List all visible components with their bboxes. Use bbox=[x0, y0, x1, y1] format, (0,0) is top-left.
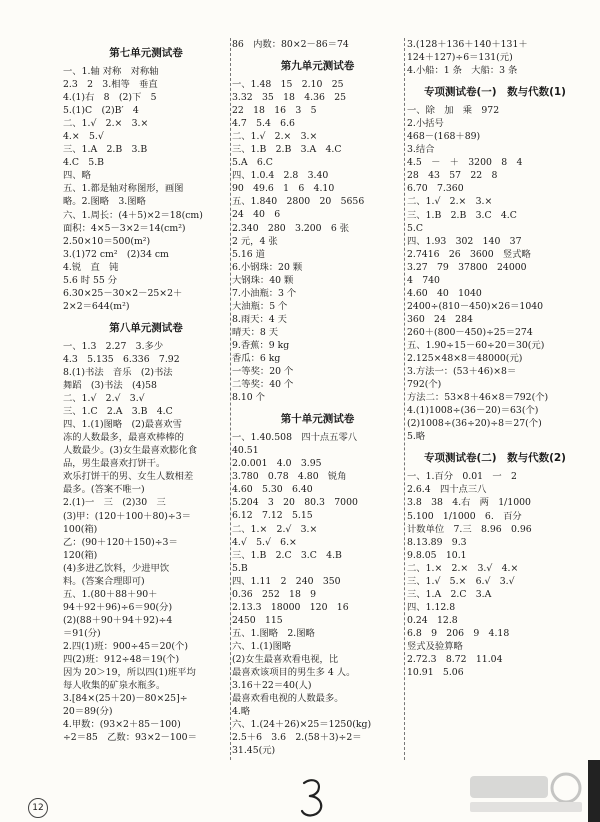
answer-line: 5.略 bbox=[407, 431, 426, 443]
answer-line: 香瓜：6 kg bbox=[232, 352, 281, 364]
answer-line: 因为 20＞19，所以四(1)班平均 bbox=[63, 667, 196, 679]
answer-line: 六、1.(24＋26)×25＝1250(kg) bbox=[232, 719, 372, 731]
answer-line: 四(2)班：912÷48＝19(个) bbox=[63, 654, 180, 666]
answer-line: 3.27 79 37800 24000 bbox=[407, 261, 527, 273]
answer-line: 124＋127)÷6＝131(元) bbox=[407, 52, 513, 64]
page-edge-tab bbox=[588, 760, 600, 822]
answer-line: 略。2.图略 3.图略 bbox=[63, 196, 146, 208]
answer-line: 晴天：8 天 bbox=[232, 326, 279, 338]
answer-line: 260＋(800－450)÷25＝274 bbox=[407, 326, 533, 338]
col3-intro-answers bbox=[407, 38, 583, 77]
section-title-unit10: 第十单元测试卷 bbox=[280, 413, 355, 426]
special1-answers bbox=[407, 104, 583, 443]
answer-line: (3)甲：(120＋100＋80)÷3＝ bbox=[63, 510, 191, 522]
answer-line: 5.C bbox=[407, 222, 423, 234]
answer-line: 2.13.3 18000 120 16 bbox=[232, 601, 349, 613]
answer-line: 最多。(答案不唯一) bbox=[63, 484, 145, 496]
answer-line: 2.125×48×8＝48000(元) bbox=[407, 353, 523, 365]
answer-line: 五、1.840 2800 20 5656 bbox=[232, 196, 365, 208]
answer-line: 三、1.A 2.B 3.B bbox=[63, 144, 148, 156]
answer-line: 一、1.3 2.27 3.多少 bbox=[63, 340, 164, 352]
answer-line: 一、1.百分 0.01 一 2 bbox=[407, 471, 517, 483]
answer-line: 5.A 6.C bbox=[232, 157, 273, 169]
answer-column-2 bbox=[232, 51, 403, 757]
section-title-special2: 专项测试卷(二) 数与代数(2) bbox=[423, 452, 566, 465]
answer-line: 4.略 bbox=[232, 706, 251, 718]
answer-line: 舞蹈 (3)书法 (4)58 bbox=[63, 380, 157, 392]
answer-line: 四、1.12.8 bbox=[407, 601, 456, 613]
answer-line: 二、1.√ 2.× 3.× bbox=[407, 196, 493, 208]
answer-line: 最喜欢看电视的人数最多。 bbox=[232, 693, 344, 705]
answer-line: 8.10 个 bbox=[232, 392, 265, 404]
answer-line: 2.72.3 8.72 11.04 bbox=[407, 654, 503, 666]
answer-line: 大钢珠：40 颗 bbox=[232, 274, 294, 286]
answer-line: 792(个) bbox=[407, 379, 442, 391]
answer-line: 5.204 3 20 80.3 7000 bbox=[232, 497, 358, 509]
answer-line: 5.16 道 bbox=[232, 248, 265, 260]
unit10-answers bbox=[232, 431, 403, 757]
answer-line: 2.3 2 3.相等 垂直 bbox=[63, 79, 158, 91]
answer-line: 24 40 6 bbox=[232, 209, 281, 221]
answer-line: (2)(88＋90＋94＋92)÷4 bbox=[63, 614, 173, 626]
answer-line: 一、1.轴 对称 对称轴 bbox=[63, 66, 159, 77]
answer-line: 一、1.48 15 2.10 25 bbox=[232, 79, 344, 90]
answer-line: 2.340 280 3.200 6 张 bbox=[232, 222, 350, 234]
answer-line: 4.5 － ＋ 3200 8 4 bbox=[407, 157, 523, 169]
answer-line: 最喜欢该项目的男生多 4 人。 bbox=[232, 667, 356, 679]
answer-line: 三、1.C 2.A 3.B 4.C bbox=[63, 406, 173, 418]
answer-line: (4)多进乙饮料，少进甲饮 bbox=[63, 562, 170, 574]
answer-line: 二、1.× 2.√ 3.× bbox=[232, 523, 318, 535]
unit7-answers bbox=[63, 65, 229, 313]
answer-line: 六、1.(1)图略 bbox=[232, 640, 292, 652]
answer-line: 一、除 加 乘 972 bbox=[407, 105, 500, 117]
answer-line: 人数最少。(3)女生最喜欢膨化食 bbox=[63, 445, 198, 457]
answer-line: 竖式及验算略 bbox=[407, 640, 463, 652]
answer-line: 468－(168＋89) bbox=[407, 131, 481, 143]
answer-line: 五、1.(80＋88＋90＋ bbox=[63, 588, 158, 600]
answer-line: 2.(1)一 三 (2)30 三 bbox=[63, 497, 166, 509]
answer-line: 3.(1)72 cm² (2)34 cm bbox=[63, 248, 169, 260]
answer-line: 3.16＋22＝40(人) bbox=[232, 680, 312, 692]
answer-line: 4.小船：1 条 大船：3 条 bbox=[407, 65, 518, 77]
answer-line: 4.(1)右 8 (2)下 5 bbox=[63, 92, 157, 104]
answer-line: 2400÷(810－450)×26＝1040 bbox=[407, 300, 544, 312]
answer-line: 120(箱) bbox=[63, 549, 98, 561]
answer-line: 22 18 16 3 5 bbox=[232, 105, 317, 117]
answer-line: 3.方法一：(53＋46)×8＝ bbox=[407, 366, 517, 378]
answer-line: 2.6.4 四十点三八 bbox=[407, 484, 487, 496]
answer-line: 2×2＝644(m²) bbox=[63, 300, 130, 312]
col2-continuation-line: 86 内数：80×2－86＝74 bbox=[232, 39, 349, 50]
answer-line: 3.780 0.78 4.80 锐角 bbox=[232, 471, 347, 483]
answer-line: 10.91 5.06 bbox=[407, 667, 464, 679]
answer-line: ＝91(分) bbox=[63, 627, 101, 639]
answer-line: 二等奖：40 个 bbox=[232, 379, 294, 391]
answer-line: 三、1.B 2.B 3.C 4.C bbox=[407, 209, 517, 221]
answer-line: 计数单位 7.三 8.96 0.96 bbox=[407, 523, 532, 535]
answer-line: 8.雨天：4 天 bbox=[232, 313, 287, 325]
answer-line: 2.四(1)班：900÷45＝20(个) bbox=[63, 640, 188, 652]
section-title-unit7: 第七单元测试卷 bbox=[109, 47, 183, 59]
answer-line: (2)1008÷(36÷20)÷8＝27(个) bbox=[407, 418, 542, 430]
answer-line: 6.70 7.360 bbox=[407, 183, 464, 195]
answer-line: 7.小油瓶：3 个 bbox=[232, 287, 297, 299]
answer-line: 8.(1)书法 音乐 (2)书法 bbox=[63, 366, 173, 378]
answer-line: 5.B bbox=[232, 562, 248, 574]
answer-line: 四、1.(1)图略 (2)最喜欢雪 bbox=[63, 419, 182, 431]
answer-line: 一、1.40.508 四十点五零八 bbox=[232, 432, 358, 444]
answer-line: 360 24 284 bbox=[407, 313, 473, 325]
answer-line: 4.3 5.135 6.336 7.92 bbox=[63, 353, 180, 365]
answer-line: 6.小钢珠：20 颗 bbox=[232, 261, 303, 273]
answer-line: 三、1.A 2.C 3.A bbox=[407, 588, 492, 600]
answer-line: 大油瓶：5 个 bbox=[232, 300, 288, 312]
answer-line: 五、1.都是轴对称图形，画图 bbox=[63, 183, 184, 195]
answer-line: 四、略 bbox=[63, 170, 91, 182]
answer-line: 4.× 5.√ bbox=[63, 131, 104, 143]
answer-line: 2.小括号 bbox=[407, 118, 444, 130]
answer-line: 5.100 1/1000 6. 百分 bbox=[407, 510, 522, 522]
answer-line: 乙：(90＋120＋150)÷3＝ bbox=[63, 536, 178, 548]
answer-line: 94＋92＋96)÷6＝90(分) bbox=[63, 601, 173, 613]
answer-line: 2.5＋6 3.6 2.(58＋3)÷2＝ bbox=[232, 732, 362, 744]
answer-line: 4.√ 5.√ 6.× bbox=[232, 536, 297, 548]
answer-line: 2.0.001 4.0 3.95 bbox=[232, 458, 322, 470]
answer-line: 四、1.11 2 240 350 bbox=[232, 575, 341, 587]
answer-line: 0.36 252 18 9 bbox=[232, 588, 317, 600]
answer-line: 四、1.93 302 140 37 bbox=[407, 235, 522, 247]
answer-line: 三、1.B 2.C 3.C 4.B bbox=[232, 549, 342, 561]
answer-line: 二、1.× 2.× 3.√ 4.× bbox=[407, 562, 519, 574]
answer-line: 品，男生最喜欢打饼干。 bbox=[63, 458, 166, 470]
answer-line: 五、1.90÷15－60÷20＝30(元) bbox=[407, 339, 545, 351]
answer-line: ÷2＝85 乙数：93×2－100＝ bbox=[63, 732, 197, 744]
answer-line: 3.结合 bbox=[407, 144, 435, 156]
answer-line: 三、1.B 2.B 3.A 4.C bbox=[232, 144, 342, 156]
answer-line: 5.6 时 55 分 bbox=[63, 274, 118, 286]
answer-line: 8.13.89 9.3 bbox=[407, 536, 467, 548]
answer-line: 2 元，4 张 bbox=[232, 235, 278, 247]
answer-line: 3.32 35 18 4.36 25 bbox=[232, 92, 347, 104]
unit8-answers bbox=[63, 340, 229, 744]
answer-line: 3.(128＋136＋140＋131＋ bbox=[407, 39, 528, 50]
answer-line: 4.甲数：(93×2＋85－100) bbox=[63, 719, 181, 731]
answer-line: 28 43 57 22 8 bbox=[407, 170, 498, 182]
answer-line: 4.C 5.B bbox=[63, 157, 104, 169]
answer-line: 0.24 12.8 bbox=[407, 614, 458, 626]
answer-line: 4.60 5.30 6.40 bbox=[232, 484, 313, 496]
answer-line: 二、1.√ 2.× 3.× bbox=[63, 118, 149, 130]
answer-line: 5.(1)C (2)B′ 4 bbox=[63, 105, 139, 117]
answer-line: 2450 115 bbox=[232, 614, 283, 626]
answer-line: 4.60 40 1040 bbox=[407, 287, 482, 299]
answer-line: 2.7416 26 3600 竖式略 bbox=[407, 248, 531, 260]
column-divider-left bbox=[230, 38, 231, 760]
answer-line: 六、1.周长：(4＋5)×2＝18(cm) bbox=[63, 209, 203, 221]
section-title-unit8: 第八单元测试卷 bbox=[109, 321, 183, 334]
answer-line: 6.8 9 206 9 4.18 bbox=[407, 627, 510, 639]
answer-line: 100(箱) bbox=[63, 523, 98, 535]
answer-line: 9.8.05 10.1 bbox=[407, 549, 467, 561]
answer-line: 9.香蕉：9 kg bbox=[232, 339, 290, 351]
section-title-special1: 专项测试卷(一) 数与代数(1) bbox=[423, 86, 566, 99]
answer-line: 每人收集的矿泉水瓶多。 bbox=[63, 680, 166, 692]
answer-line: 冻的人数最多，最喜欢棒棒的 bbox=[63, 432, 184, 444]
answer-line: 6.30×25－30×2－25×2＋ bbox=[63, 287, 183, 299]
answer-line: 4.(1)1008÷(36－20)＝63(个) bbox=[407, 405, 539, 417]
answer-line: 四、1.0.4 2.8 3.40 bbox=[232, 170, 329, 182]
unit9-answers bbox=[232, 78, 403, 404]
special2-answers bbox=[407, 470, 583, 679]
answer-line: 6.12 7.12 5.15 bbox=[232, 510, 313, 522]
answer-line: 五、1.图略 2.图略 bbox=[232, 627, 315, 639]
column-divider-right bbox=[404, 38, 405, 760]
answer-line: 20＝89(分) bbox=[63, 706, 113, 718]
answer-line: 二、1.√ 2.× 3.× bbox=[232, 131, 318, 143]
answer-line: 4.7 5.4 6.6 bbox=[232, 118, 295, 130]
answer-line: (2)女生最喜欢看电视，比 bbox=[232, 653, 339, 665]
handwritten-mark-3 bbox=[298, 775, 328, 819]
answer-line: 一等奖：20 个 bbox=[232, 366, 294, 378]
answer-column-1 bbox=[63, 38, 229, 744]
answer-line: 3.[84×(25＋20)－80×25]÷ bbox=[63, 693, 188, 705]
page-number: 12 bbox=[28, 798, 48, 818]
answer-line: 2.50×10＝500(m²) bbox=[63, 235, 151, 247]
answer-column-3 bbox=[407, 38, 583, 679]
answer-line: 4.锐 直 钝 bbox=[63, 261, 119, 273]
answer-line: 40.51 bbox=[232, 445, 259, 457]
answer-line: 31.45(元) bbox=[232, 745, 276, 757]
answer-line: 4 740 bbox=[407, 274, 440, 286]
answer-line: 三、1.√ 5.× 6.√ 3.√ bbox=[407, 575, 515, 587]
answer-line: 3.8 38 4.右 两 1/1000 bbox=[407, 497, 531, 509]
section-title-unit9: 第九单元测试卷 bbox=[280, 60, 355, 72]
answer-line: 90 49.6 1 6 4.10 bbox=[232, 183, 335, 195]
answer-line: 方法二：53×8＋46×8＝792(个) bbox=[407, 392, 549, 404]
answer-line: 二、1.√ 2.√ 3.√ bbox=[63, 393, 145, 405]
answer-line: 欢乐打饼干的男、女生人数相差 bbox=[63, 471, 194, 483]
answer-line: 面积：4×5－3×2＝14(cm²) bbox=[63, 222, 186, 234]
watermark-logo bbox=[466, 770, 588, 816]
answer-line: 料。(答案合理即可) bbox=[63, 575, 145, 587]
